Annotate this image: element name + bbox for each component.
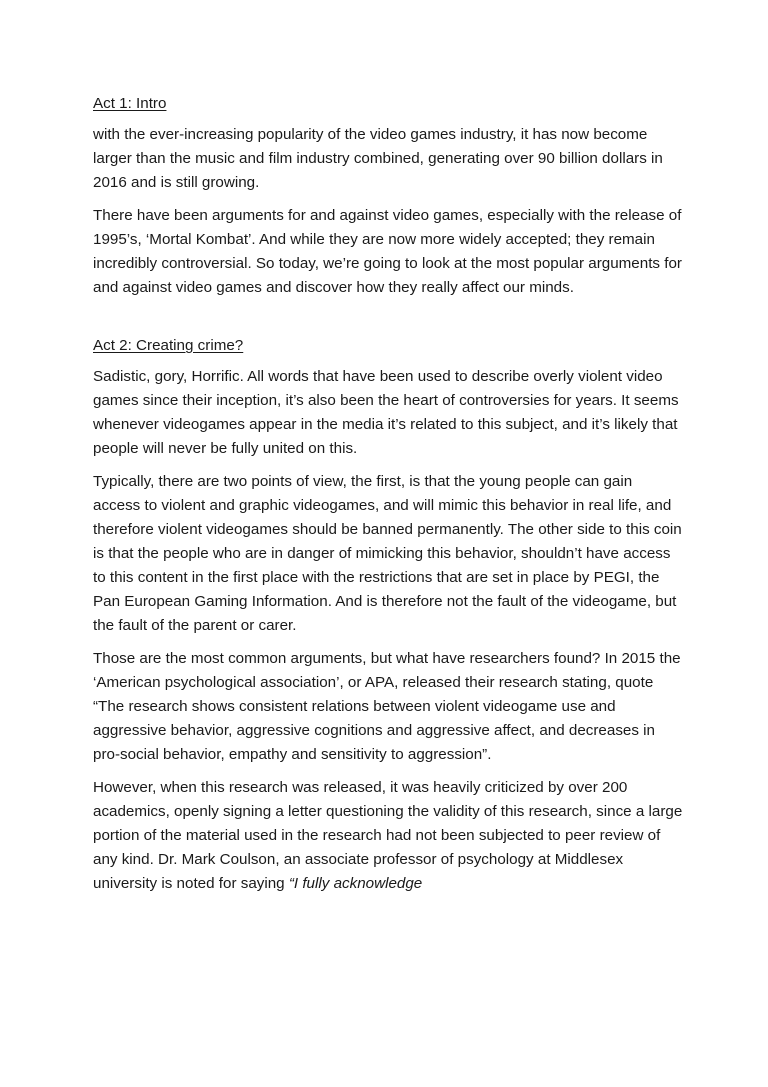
act2-heading: Act 2: Creating crime? [93,337,244,354]
act2-paragraph-1: Sadistic, gory, Horrific. All words that have been used to describe overly violent video games since their inception, it’s also been the heart of controversies for years. It seems whenever videogames appear in the media it’s related to this subject, and it’s likely that people will never be fully united on this. [93,368,679,457]
act2-paragraph-2: Typically, there are two points of view, the first, is that the young people can gain access to violent and graphic videogames, and will mimic this behavior in real life, and therefore violent videogames should be banned permanently. The other side to this coin is that the people who are in danger of mimicking this behavior, shouldn’t have access to this content in the first place with the restrictions that are set in place by PEGI, the Pan European Gaming Information. And is therefore not the fault of the videogame, but the fault of the parent or carer. [93,473,682,634]
act1-heading: Act 1: Intro [93,95,167,112]
act1-paragraph-1: with the ever-increasing popularity of the video games industry, it has now become larger than the music and film industry combined, generating over 90 billion dollars in 2016 and is still growing. [93,126,663,191]
act2-paragraph-4 [93,776,683,896]
coulson-quote: “I fully acknowledge [288,875,423,892]
act1-paragraph-2: There have been arguments for and against video games, especially with the release of 1995’s, ‘Mortal Kombat’. And while they are now more widely accepted; they remain incredibly controversial. So today, we’re going to look at the most popular arguments for and against video games and discover how they really affect our minds. [93,207,682,296]
document-page [93,92,683,905]
act2-paragraph-4-text: However, when this research was released, it was heavily criticized by over 200 academics, openly signing a letter questioning the validity of this research, since a large portion of the material used in the research had not been subjected to peer review of any kind. Dr. Mark Coulson, an associate professor of psychology at Middlesex university is noted for saying [93,779,683,892]
act2-paragraph-3: Those are the most common arguments, but what have researchers found? In 2015 the ‘American psychological association’, or APA, released their research stating, quote “The research shows consistent relations between violent videogame use and aggressive behavior, aggressive cognitions and aggressive affect, and decreases in pro-social behavior, empathy and sensitivity to aggression”. [93,650,681,763]
